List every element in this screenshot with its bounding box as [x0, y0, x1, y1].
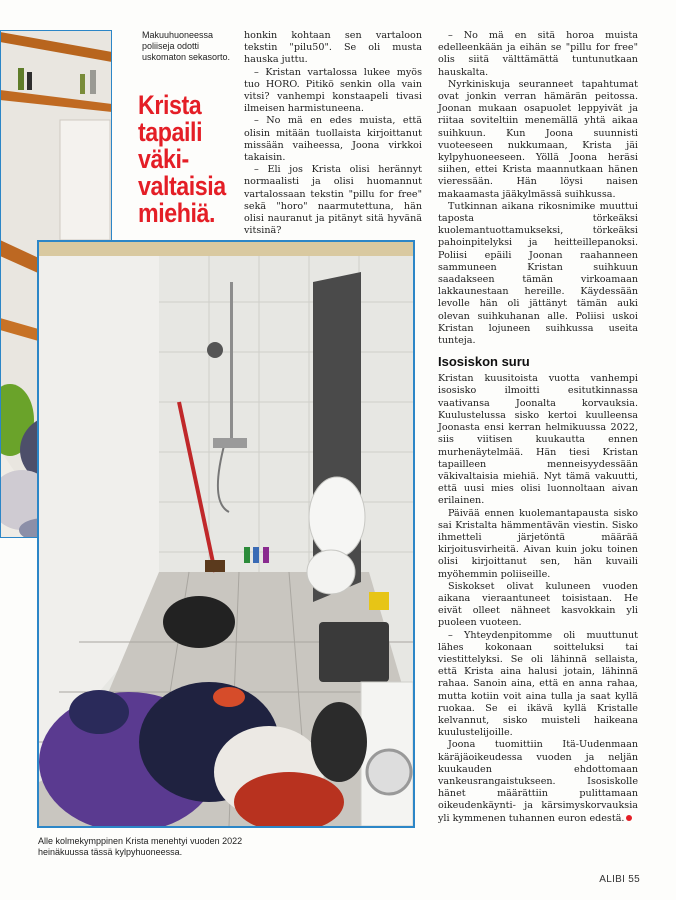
subheading: Isosiskon suru: [438, 354, 530, 370]
paragraph: Nyrkiniskuja seuranneet tapahtumat ovat jonkin verran hämärän peitossa. Joonan mukaan osapuolet leppyivät ja riitaa soviteltiin menemällä yhtä aikaa suihkuun. Kun Joona suunnisti vuoteeseen nukkumaan, Krista jäi kylpyhuoneeseen. Yöllä Joona heräsi siihen, ettei Krista maannutkaan hänen vieressään. Hän löysi naisen makaamasta jääkylmässä suihkussa.: [438, 78, 638, 200]
main-photo-caption: Alle kolmekymppinen Krista menehtyi vuoden 2022 heinäkuussa tässä kylpyhuoneessa.: [38, 836, 243, 857]
paragraph: Päivää ennen kuolemantapausta sisko sai Kristalta hämmentävän viestin. Sisko ihmetteli järjetöntä määrää kirjoitusvirheitä. Aivan kuin joku toinen olisi kirjoittanut sen, hän kuvaili myöhemmin poliiseille.: [438, 507, 638, 580]
article-column-right: [438, 30, 638, 825]
page-folio: ALIBI 55: [599, 874, 640, 885]
paragraph: – No mä en sitä horoa muista edelleenkään ja eihän se "pillu for free" olis siitä välttämättä tuntunutkaan hauskalta.: [438, 30, 638, 78]
paragraph: – Yhteydenpitomme oli muuttunut lähes kokonaan soitteluksi tai viestittelyksi. Se oli lähinnä sellaista, että Krista aina halusi jotain, lähinnä rahaa. Sanoin aina, että en anna rahaa, mutta kotiin voit aina tulla ja saat kyllä ruokaa. Se ei ikävä kyllä Kristalle kelvannut, sisko muisteli haikeana kuulustelijoille.: [438, 629, 638, 739]
paragraph-text: Joona tuomittiin Itä-Uudenmaan käräjäoikeudessa vuoden ja neljän kuukauden ehdottomaan vankeusrangaistukseen. Isosiskolle hänet määrättiin pulittamaan oikeudenkäynti- ja kärsimyskorvauksia yli kymmenen tuhannen euron edestä.: [438, 739, 638, 824]
top-photo-caption: Makuuhuoneessa poliiseja odotti uskomaton sekasorto.: [142, 30, 231, 62]
paragraph: Tutkinnan aikana rikosnimike muuttui taposta törkeäksi kuolemantuottamukseksi, törkeäksi pahoinpitelyksi ja heitteillepanoksi. Poliisi epäili Joonan raahanneen sammuneen Kristan suihkuun saadakseen tämän virkoamaan lakkaunestaan hereille. Käydessään levolle hän oli jättänyt tämän auki olevan suihkuhanan alle. Poliisi uskoi Kristan lojuneen suihkussa useita tunteja.: [438, 200, 638, 347]
headline: Krista tapaili väki-valtaisia miehiä.: [138, 90, 226, 228]
paragraph: – No mä en edes muista, että olisin mitään tuollaista kirjoittanut missään vaiheessa, Joona virkkoi takaisin.: [244, 115, 422, 164]
bathroom-photo: [37, 240, 415, 828]
article-column-middle: [244, 30, 422, 237]
paragraph: honkin kohtaan sen vartaloon tekstin "pilu50". Se oli musta hauska juttu.: [244, 30, 422, 66]
paragraph: – Kristan vartalossa lukee myös tuo HORO. Pitikö senkin olla vain vitsi? vanhempi konstaapeli tivasi ilmeisen harmistuneena.: [244, 66, 422, 115]
red-dot-icon: [626, 815, 632, 821]
paragraph: [438, 739, 638, 824]
paragraph: – Eli jos Krista olisi herännyt normaalisti ja olisi huomannut vartalossaan tekstin "pillu for free" sekä "horo" naarmutettuna, hän olisi nauranut ja pitänyt sitä hyvänä vitsinä?: [244, 164, 422, 237]
paragraph: Kristan kuusitoista vuotta vanhempi isosisko ilmoitti esitutkinnassa vaativansa Joonalta korvauksia. Kuulustelussa sisko kertoi kuulleensa Joonasta ensi kerran helmikuussa 2022, siis viitisen kuukautta ennen murhenäytelmää. Hän tiesi Kristan tapailleen menneisyydessään väkivaltaisia miehiä. Nyt tämä vakuutti, että uusi mies olisi luonnoltaan aivan erilainen.: [438, 373, 638, 507]
paragraph: Siskokset olivat kuluneen vuoden aikana vieraantuneet toisistaan. He eivät olleet nähneet kasvokkain yli puoleen vuoteen.: [438, 580, 638, 629]
